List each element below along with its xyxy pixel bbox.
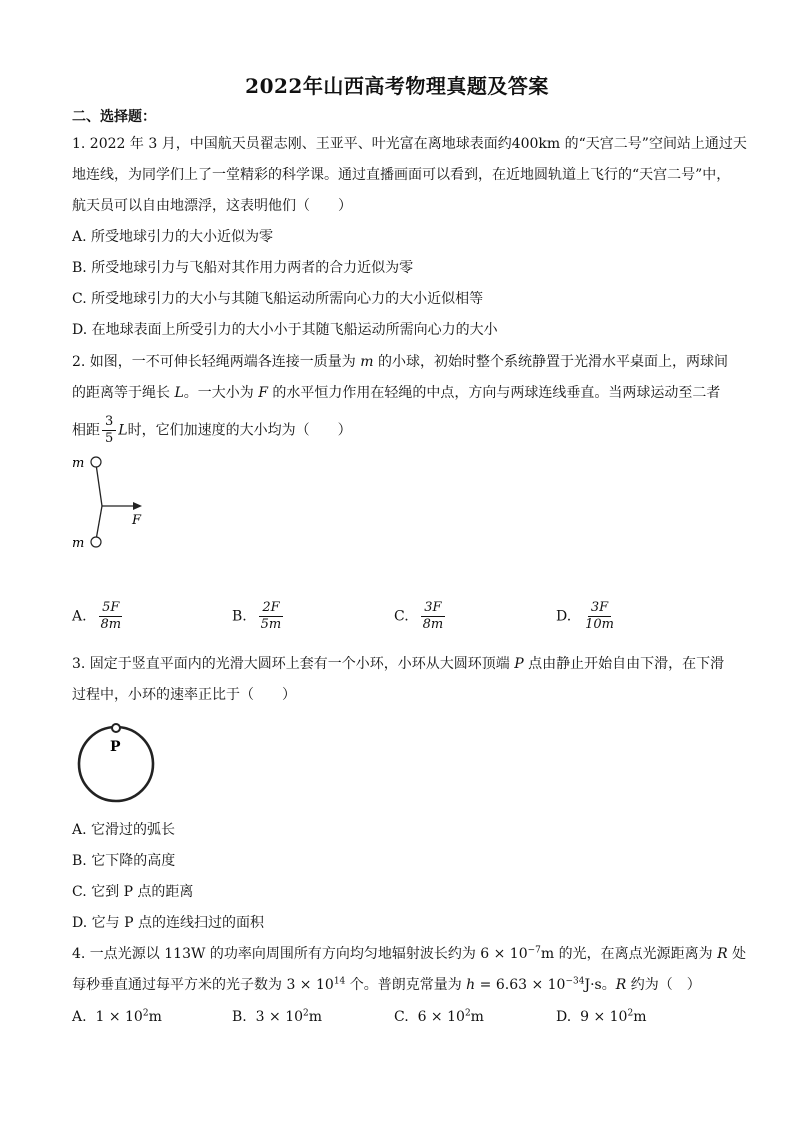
q2-stem-line1: 2. 如图，一不可伸长轻绳两端各连接一质量为 m 的小球，初始时整个系统静置于光滑水平桌面上，两球间	[72, 354, 728, 370]
q3-stem-line1: 3. 固定于竖直平面内的光滑大圆环上套有一个小环，小环从大圆环顶端 P 点由静止开始自由下滑，在下滑	[72, 656, 725, 672]
q3-option-c: C. 它到 P 点的距离	[72, 884, 194, 900]
q4-option-b: B. $3 \times 10^2m$	[232, 1008, 323, 1025]
q3-option-b: B. 它下降的高度	[72, 853, 176, 869]
q4-option-d: D. $9 \times 10^2m$	[556, 1008, 647, 1025]
q2-option-a: A. $\frac{5F}{8m}$	[72, 600, 122, 632]
q2-stem-line2: 的距离等于绳长 L。一大小为 F 的水平恒力作用在轻绳的中点，方向与两球连线垂直。当两球运动至二者	[72, 385, 721, 401]
q2-stem-line3: 相距 $\frac{3}{5}$ L时，它们加速度的大小均为（ ）	[72, 414, 352, 446]
q1-stem-line2: 地连线，为同学们上了一堂精彩的科学课。通过直播画面可以看到，在近地圆轨道上飞行的“天宫二号”中，	[72, 167, 731, 183]
q3-stem-line2: 过程中，小环的速率正比于（ ）	[72, 687, 296, 703]
q4-stem-line1: 4. 一点光源以 113W 的功率向周围所有方向均匀地辐射波长约为 $6 \times 10^{-7}m$ 的光，在离点光源距离为 R 处	[72, 945, 747, 962]
q1-option-a: A. 所受地球引力的大小近似为零	[72, 229, 274, 245]
ball-top-icon	[91, 457, 101, 467]
q1-option-d: D. 在地球表面上所受引力的大小小于其随飞船运动所需向心力的大小	[72, 322, 498, 338]
fig-mass-top: m	[72, 456, 85, 471]
q3-option-d: D. 它与 P 点的连线扫过的面积	[72, 915, 264, 931]
q4-stem-line2: 每秒垂直通过每平方米的光子数为 $3 \times 10^{14}$ 个。普朗克常量为 $h = 6.63 \times 10^{-34}J\cdot s$。R 约为（ ）	[72, 976, 701, 993]
q1-option-c: C. 所受地球引力的大小与其随飞船运动所需向心力的大小近似相等	[72, 291, 484, 307]
fig-point-label: P	[110, 739, 121, 755]
section-heading: 二、选择题：	[72, 109, 156, 125]
q4-option-c: C. $6 \times 10^2m$	[394, 1008, 484, 1025]
q1-option-b: B. 所受地球引力与飞船对其作用力两者的合力近似为零	[72, 260, 414, 276]
q3-figure	[72, 716, 158, 808]
page-title: 2022年山西高考物理真题及答案	[245, 74, 549, 98]
ball-bottom-icon	[91, 537, 101, 547]
fig-force-label: F	[132, 513, 142, 528]
q4-option-a: A. $1 \times 10^2m$	[72, 1008, 162, 1025]
small-ring-icon	[112, 724, 120, 732]
q2-option-c: C. $\frac{3F}{8m}$	[394, 600, 444, 632]
q2-option-b: B. $\frac{2F}{5m}$	[232, 600, 282, 632]
q2-option-d: D. $\frac{3F}{10m}$	[556, 600, 614, 632]
q1-stem-line3: 航天员可以自由地漂浮，这表明他们（ ）	[72, 198, 352, 214]
force-arrow-icon	[133, 502, 142, 510]
q2-figure	[70, 450, 160, 550]
fraction-three-fifths: $\frac{3}{5}$	[102, 414, 116, 447]
q3-option-a: A. 它滑过的弧长	[72, 822, 176, 838]
q1-stem-line1: 1. 2022 年 3 月，中国航天员翟志刚、王亚平、叶光富在离地球表面约400km 的“天宫二号”空间站上通过天	[72, 136, 747, 152]
fig-mass-bottom: m	[72, 536, 85, 550]
